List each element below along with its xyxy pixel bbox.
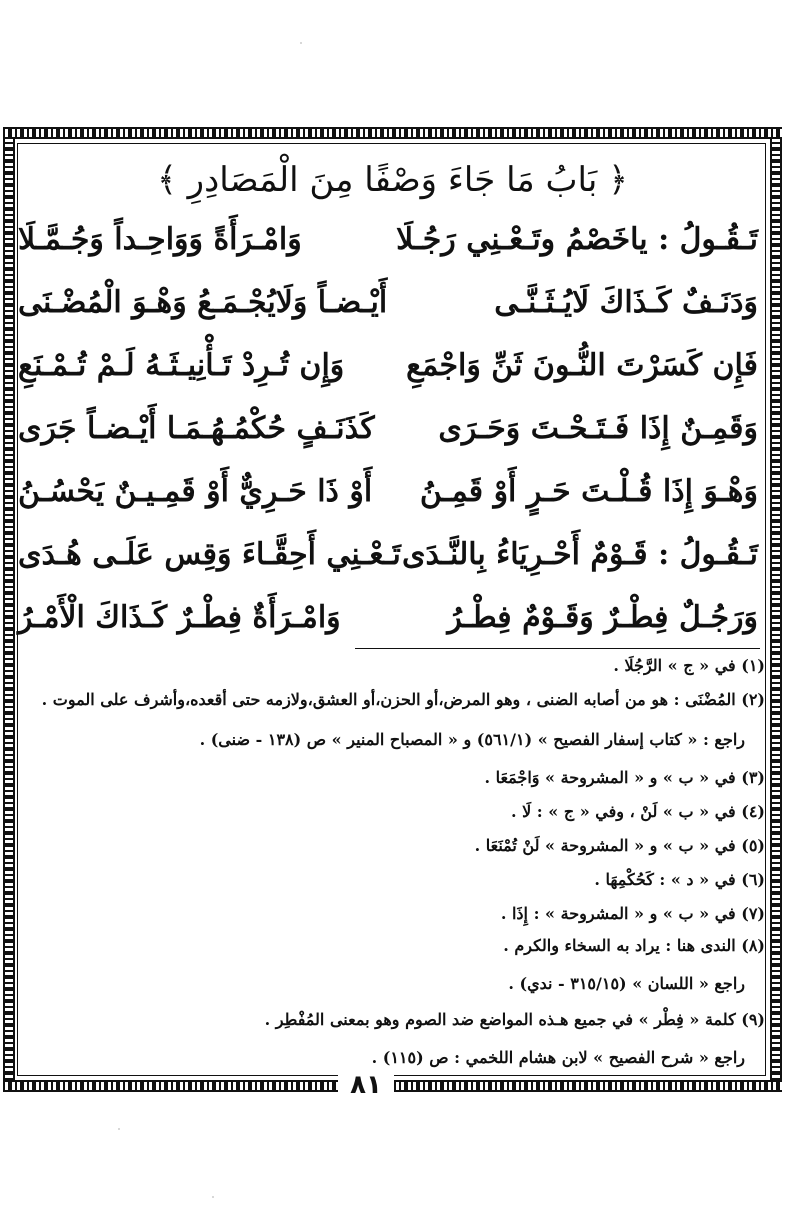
ornamental-border-top [3, 127, 782, 139]
verse-line [18, 210, 768, 270]
verse-second-hemistich: أَيْـضـاً وَلَايُجْـمَـعُ وَهْـوَ الْمُضْـنَى [18, 285, 388, 320]
verse-second-hemistich: تَـعْـنِي أَحِقَّـاءَ وَقِس عَلَـى هُـدَى [18, 537, 401, 572]
footnote: (٩) كلمة « فِطْر » في جميع هـذه المواضع ضد الصوم وهو بمعنى المُفْطِر . [264, 1010, 765, 1029]
verse-second-hemistich: وَامْـرَأَةً وَوَاحِـداً وَجُـمَّـلَا [18, 222, 302, 257]
verse-line [18, 462, 768, 522]
footnote-reference: راجع « اللسان » (٣١٥/١٥ - ندي) . [508, 974, 745, 993]
verse-first-hemistich: تَـقُـولُ : ياخَصْمُ وتَـعْـنِي رَجُـلَا [396, 222, 758, 257]
footnote-reference: راجع « شرح الفصيح » لابن هشام اللخمي : ص (١١٥) . [371, 1048, 745, 1067]
footnote: (٤) في « ب » لَنْ ، وفي « ج » : لَا . [510, 802, 765, 821]
verse-second-hemistich: وَامْـرَأَةٌ فِطْـرٌ كَـذَاكَ الْأَمْـرُ [18, 600, 341, 635]
footnote: (٣) في « ب » و « المشروحة » وَاجْمَعَا . [484, 768, 765, 787]
page-number: ٨١ [338, 1070, 394, 1100]
ornamental-border-right [770, 139, 782, 1080]
footnote: (٨) الندى هنا : يراد به السخاء والكرم . [503, 936, 765, 955]
ornamental-border-left [3, 139, 15, 1080]
scan-speck [212, 1196, 214, 1198]
chapter-title: ﴿ بَابُ مَا جَاءَ وَصْفًا مِنَ الْمَصَادِرِ ﴾ [156, 160, 629, 200]
footnote: (٦) في « د » : كَحُكْمِهَا . [594, 870, 765, 889]
footnote: (٧) في « ب » و « المشروحة » : إِذَا . [500, 904, 765, 923]
verse-line [18, 336, 768, 396]
scan-speck [300, 42, 302, 44]
verse-first-hemistich: وَدَنَـفٌ كَـذَاكَ لَايُـثَـنَّـى [494, 285, 758, 320]
footnote: (٢) المُضْنَى : هو من أصابه الضنى ، وهو المرض،أو الحزن،أو العشق،ولازمه حتى أقعده،وأشرف على الموت . [41, 690, 765, 709]
verse-first-hemistich: وَهْـوَ إِذَا قُـلْـتَ حَـرٍ أَوْ قَمِـنُ [419, 474, 758, 509]
verse-first-hemistich: فَإِن كَسَرْتَ النُّـونَ ثَنِّ وَاجْمَعِ [406, 348, 758, 383]
footnote-divider [355, 648, 760, 649]
verse-line [18, 273, 768, 333]
verse-line [18, 525, 768, 585]
verse-line [18, 588, 768, 648]
verse-second-hemistich: وَإِن تُـرِدْ تَـأْنِيـثَـهُ لَـمْ تُـمْـنَعِ [18, 348, 345, 383]
footnote-reference: راجع : « كتاب إسفار الفصيح » (٥٦١/١) و « المصباح المنير » ص (١٣٨ - ضنى) . [199, 730, 745, 749]
verse-first-hemistich: وَقَمِـنٌ إِذَا فَـتَـحْـتَ وَحَـرَى [438, 411, 758, 446]
scan-speck [118, 1128, 120, 1130]
footnote: (١) في « ج » الرَّجُلَا . [613, 656, 765, 675]
verse-first-hemistich: وَرَجُـلٌ فِطْـرٌ وَقَـوْمٌ فِطْـرُ [447, 600, 758, 635]
verse-first-hemistich: تَـقُـولُ : قَـوْمٌ أَحْـرِيَاءُ بِالنَّـدَى [402, 537, 758, 572]
footnote: (٥) في « ب » و « المشروحة » لَنْ تُمْنَعَا . [474, 836, 765, 855]
verse-line [18, 399, 768, 459]
verse-second-hemistich: أَوْ ذَا حَـرِيٌّ أَوْ قَمِـيـنٌ يَحْسُـنُ [18, 474, 373, 509]
verse-second-hemistich: كَذَنَـفٍ حُكْمُـهُـمَـا أَيْـضـاً جَرَى [18, 411, 375, 446]
